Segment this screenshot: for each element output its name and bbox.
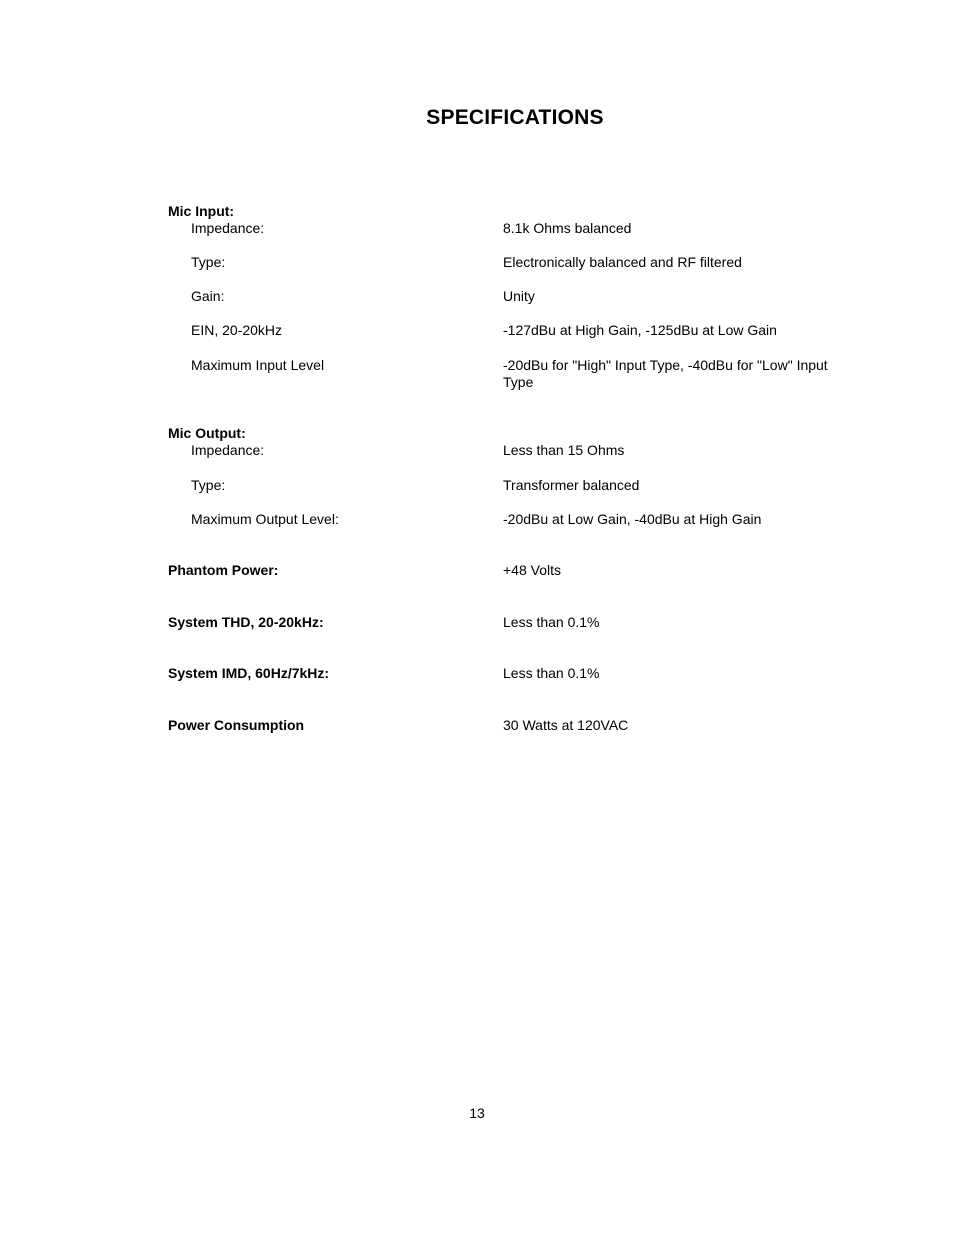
power-consumption-label: Power Consumption — [168, 717, 305, 733]
mic-output-impedance-value: Less than 15 Ohms — [503, 442, 625, 458]
mic-output-type-value: Transformer balanced — [503, 477, 640, 493]
phantom-power-value: +48 Volts — [503, 562, 561, 578]
mic-input-ein-label: EIN, 20-20kHz — [191, 322, 283, 338]
phantom-power-label: Phantom Power: — [168, 562, 279, 578]
power-consumption-value: 30 Watts at 120VAC — [503, 717, 629, 733]
mic-input-ein-value: -127dBu at High Gain, -125dBu at Low Gain — [503, 322, 777, 338]
system-thd-label: System THD, 20-20kHz: — [168, 614, 324, 630]
system-imd-label: System IMD, 60Hz/7kHz: — [168, 665, 330, 681]
mic-output-max-level-label: Maximum Output Level: — [191, 511, 339, 527]
mic-input-max-level-value: -20dBu for "High" Input Type, -40dBu for "Low" Input Type — [503, 357, 828, 390]
page-title: SPECIFICATIONS — [426, 106, 604, 129]
mic-input-type-label: Type: — [191, 254, 226, 270]
mic-input-max-level-label: Maximum Input Level — [191, 357, 325, 373]
mic-input-gain-value: Unity — [503, 288, 535, 304]
mic-input-type-value: Electronically balanced and RF filtered — [503, 254, 742, 270]
mic-input-impedance-label: Impedance: — [191, 220, 265, 236]
mic-input-impedance-value: 8.1k Ohms balanced — [503, 220, 632, 236]
system-imd-value: Less than 0.1% — [503, 665, 600, 681]
mic-input-heading: Mic Input: — [168, 203, 235, 219]
mic-output-heading: Mic Output: — [168, 425, 246, 441]
mic-input-gain-label: Gain: — [191, 288, 225, 304]
system-thd-value: Less than 0.1% — [503, 614, 600, 630]
mic-output-type-label: Type: — [191, 477, 226, 493]
page-number: 13 — [469, 1105, 485, 1121]
mic-output-impedance-label: Impedance: — [191, 442, 265, 458]
mic-output-max-level-value: -20dBu at Low Gain, -40dBu at High Gain — [503, 511, 762, 527]
